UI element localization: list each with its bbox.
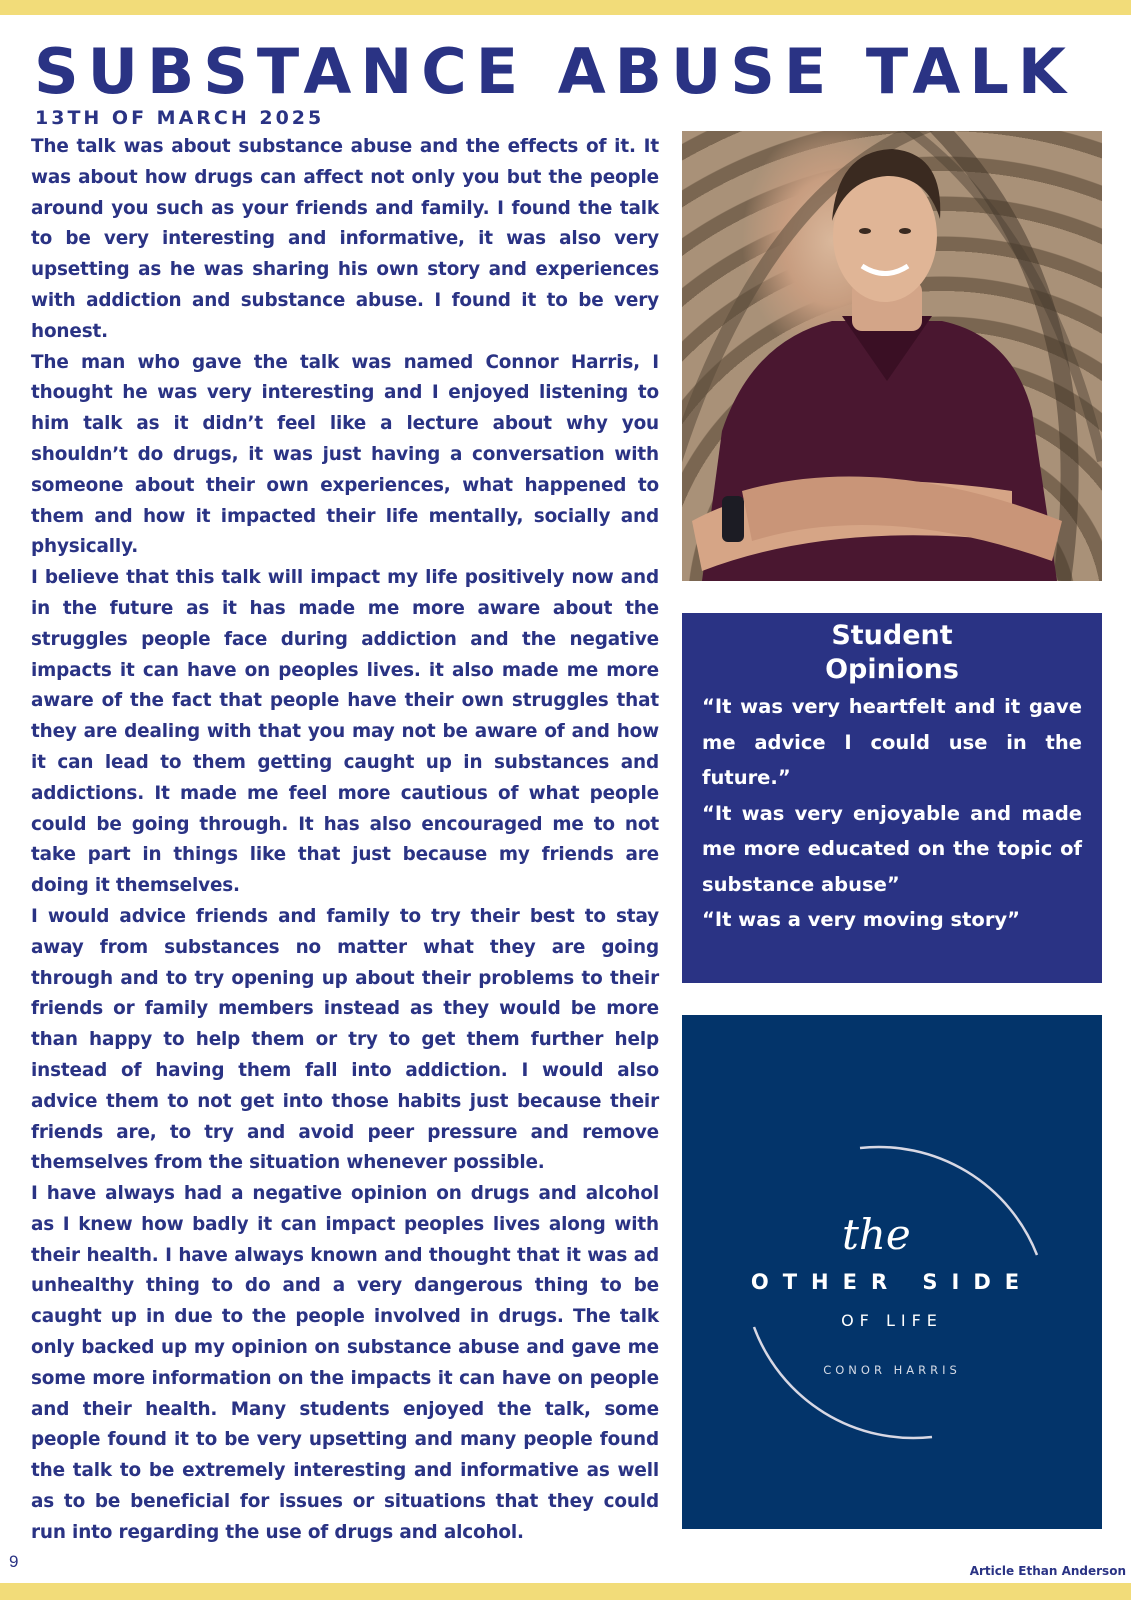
opinion-quote-2: “It was very enjoyable and made me more educated on the topic of substance abuse” (702, 801, 1082, 896)
poster-author-line: CONOR HARRIS (823, 1363, 961, 1377)
student-opinions-heading (682, 613, 1102, 687)
other-side-of-life-poster (682, 1015, 1102, 1529)
top-accent-band (0, 0, 1131, 15)
page-number: 9 (9, 1552, 19, 1571)
opinions-heading-line1: Student (831, 620, 953, 651)
article-body (31, 132, 659, 1549)
article-paragraph-4: I would advice friends and family to try their best to stay away from substances no matter what they are going through and to try opening up about their problems to their friends or family members instead as they would be more than happy to help them or try to get them further help instead of having them fall into addiction. I would also advice them to not get into those habits just because their friends are, to try and avoid peer pressure and remove themselves from the situation whenever possible. (31, 905, 659, 1174)
article-paragraph-3: I believe that this talk will impact my life positively now and in the future as it has made me more aware about the struggles people face during addiction and the negative impacts it can have on peoples lives. it also made me more aware of the fact that people have their own struggles that they are dealing with that you may not be aware of and how it can lead to them getting caught up in substances and addictions. It made me feel more cautious of what people could be going through. It has also encouraged me to not take part in things like that just because my friends are doing it themselves. (31, 567, 659, 897)
poster-script-word: the (842, 1210, 911, 1259)
poster-subtitle-line: OF LIFE (841, 1311, 943, 1330)
speaker-illustration (682, 131, 1102, 581)
student-opinions-box (682, 613, 1102, 983)
article-date: 13TH OF MARCH 2025 (35, 107, 325, 129)
bottom-accent-band (0, 1583, 1131, 1600)
article-paragraph-2: The man who gave the talk was named Connor Harris, I thought he was very interesting and I enjoyed listening to him talk as it didn’t feel like a lecture about why you shouldn’t do drugs, it was just having a conversation with someone about their own experiences, what happened to them and how it impacted their life mentally, socially and physically. (31, 351, 659, 558)
opinions-heading-line2: Opinions (825, 654, 959, 685)
article-paragraph-1: The talk was about substance abuse and the effects of it. It was about how drugs can affect not only you but the people around you such as your friends and family. I found the talk to be very interesting and informative, it was also very upsetting as he was sharing his own story and experiences with addiction and substance abuse. I found it to be very honest. (31, 136, 659, 342)
article-credit: Article Ethan Anderson (969, 1564, 1126, 1578)
opinion-quote-1: “It was very heartfelt and it gave me advice I could use in the future.” (702, 695, 1082, 789)
article-paragraph-5: I have always had a negative opinion on drugs and alcohol as I knew how badly it can impact peoples lives along with their health. I have always known and thought that it was ad unhealthy thing to do and a very dangerous thing to be caught up in due to the people involved in drugs. The talk only backed up my opinion on substance abuse and gave me some more information on the impacts it can have on people and their health. Many students enjoyed the talk, some people found it to be very upsetting and many people found the talk to be extremely interesting and informative as well as to be beneficial for issues or situations that they could run into regarding the use of drugs and alcohol. (31, 1183, 659, 1543)
speaker-photo (682, 131, 1102, 581)
opinion-quote-3: “It was a very moving story” (702, 908, 1020, 931)
page-title: SUBSTANCE ABUSE TALK (34, 35, 1075, 108)
opinions-quotes (682, 689, 1102, 938)
poster-title-line: OTHER SIDE (750, 1270, 1034, 1294)
